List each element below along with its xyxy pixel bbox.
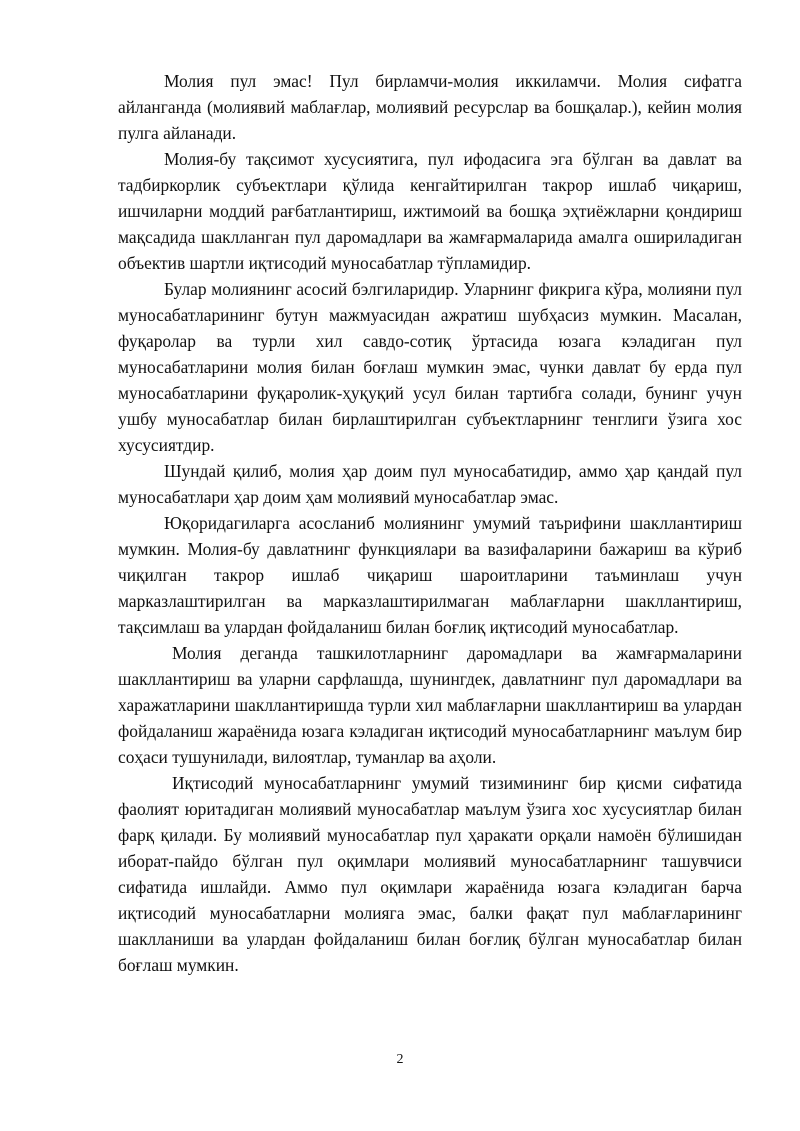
document-body — [118, 68, 742, 978]
paragraph-6: Молия деганда ташкилотларнинг даромадлари ва жамғармаларини шакллантириш ва уларни сарфлашда, шунингдек, давлатнинг пул даромадлари ва харажатларини шакллантиришда турли хил маблағларни шакллантириш ва улардан фойдаланиш жараёнида юзага кэладиган иқтисодий муносабатларнинг маълум бир соҳаси тушунилади, вилоятлар, туманлар ва аҳоли. — [118, 643, 742, 767]
page-number: 2 — [396, 1052, 404, 1067]
paragraph-3: Булар молиянинг асосий бэлгиларидир. Уларнинг фикрига кўра, молияни пул муносабатларининг бутун мажмуасидан ажратиш шубҳасиз мумкин. Масалан, фуқаролар ва турли хил савдо-сотиқ ўртасида юзага кэладиган пул муносабатларини молия билан боғлаш мумкин эмас, чунки давлат бу ерда пул муносабатларини фуқаролик-ҳуқуқий усул билан тартибга солади, бунинг учун ушбу муносабатлар билан бирлаштирилган субъектларнинг тенглиги ўзига хос хусусиятдир. — [118, 279, 742, 455]
paragraph-7: Иқтисодий муносабатларнинг умумий тизимининг бир қисми сифатида фаолият юритадиган молиявий муносабатлар маълум ўзига хос хусусиятлар билан фарқ қилади. Бу молиявий муносабатлар пул ҳаракати орқали намоён бўлишидан иборат-пайдо бўлган пул оқимлари молиявий муносабатларнинг ташувчиси сифатида ишлайди. Аммо пул оқимлари жараёнида юзага кэладиган барча иқтисодий муносабатларни молияга эмас, балки фақат пул маблағларининг шаклланиши ва улардан фойдаланиш билан боғлиқ бўлган муносабатлар билан боғлаш мумкин. — [118, 773, 742, 975]
paragraph-4: Шундай қилиб, молия ҳар доим пул муносабатидир, аммо ҳар қандай пул муносабатлари ҳар доим ҳам молиявий муносабатлар эмас. — [118, 461, 742, 507]
paragraph-5: Юқоридагиларга асосланиб молиянинг умумий таърифини шакллантириш мумкин. Молия-бу давлатнинг функциялари ва вазифаларини бажариш ва кўриб чиқилган такрор ишлаб чиқариш шароитларини таъминлаш учун марказлаштирилган ва марказлаштирилмаган маблағларни шакллантириш, тақсимлаш ва улардан фойдаланиш билан боғлиқ иқтисодий муносабатлар. — [118, 513, 742, 637]
paragraph-1: Молия пул эмас! Пул бирламчи-молия иккиламчи. Молия сифатга айланганда (молиявий маблағлар, молиявий ресурслар ва бошқалар.), кейин молия пулга айланади. — [118, 71, 742, 143]
paragraph-2: Молия-бу тақсимот хусусиятига, пул ифодасига эга бўлган ва давлат ва тадбиркорлик субъектлари қўлида кенгайтирилган такрор ишлаб чиқариш, ишчиларни моддий рағбатлантириш, ижтимоий ва бошқа эҳтиёжларни қондириш мақсадида шаклланган пул даромадлари ва жамғармаларида амалга ошириладиган объектив шартли иқтисодий муносабатлар тўпламидир. — [118, 149, 742, 273]
